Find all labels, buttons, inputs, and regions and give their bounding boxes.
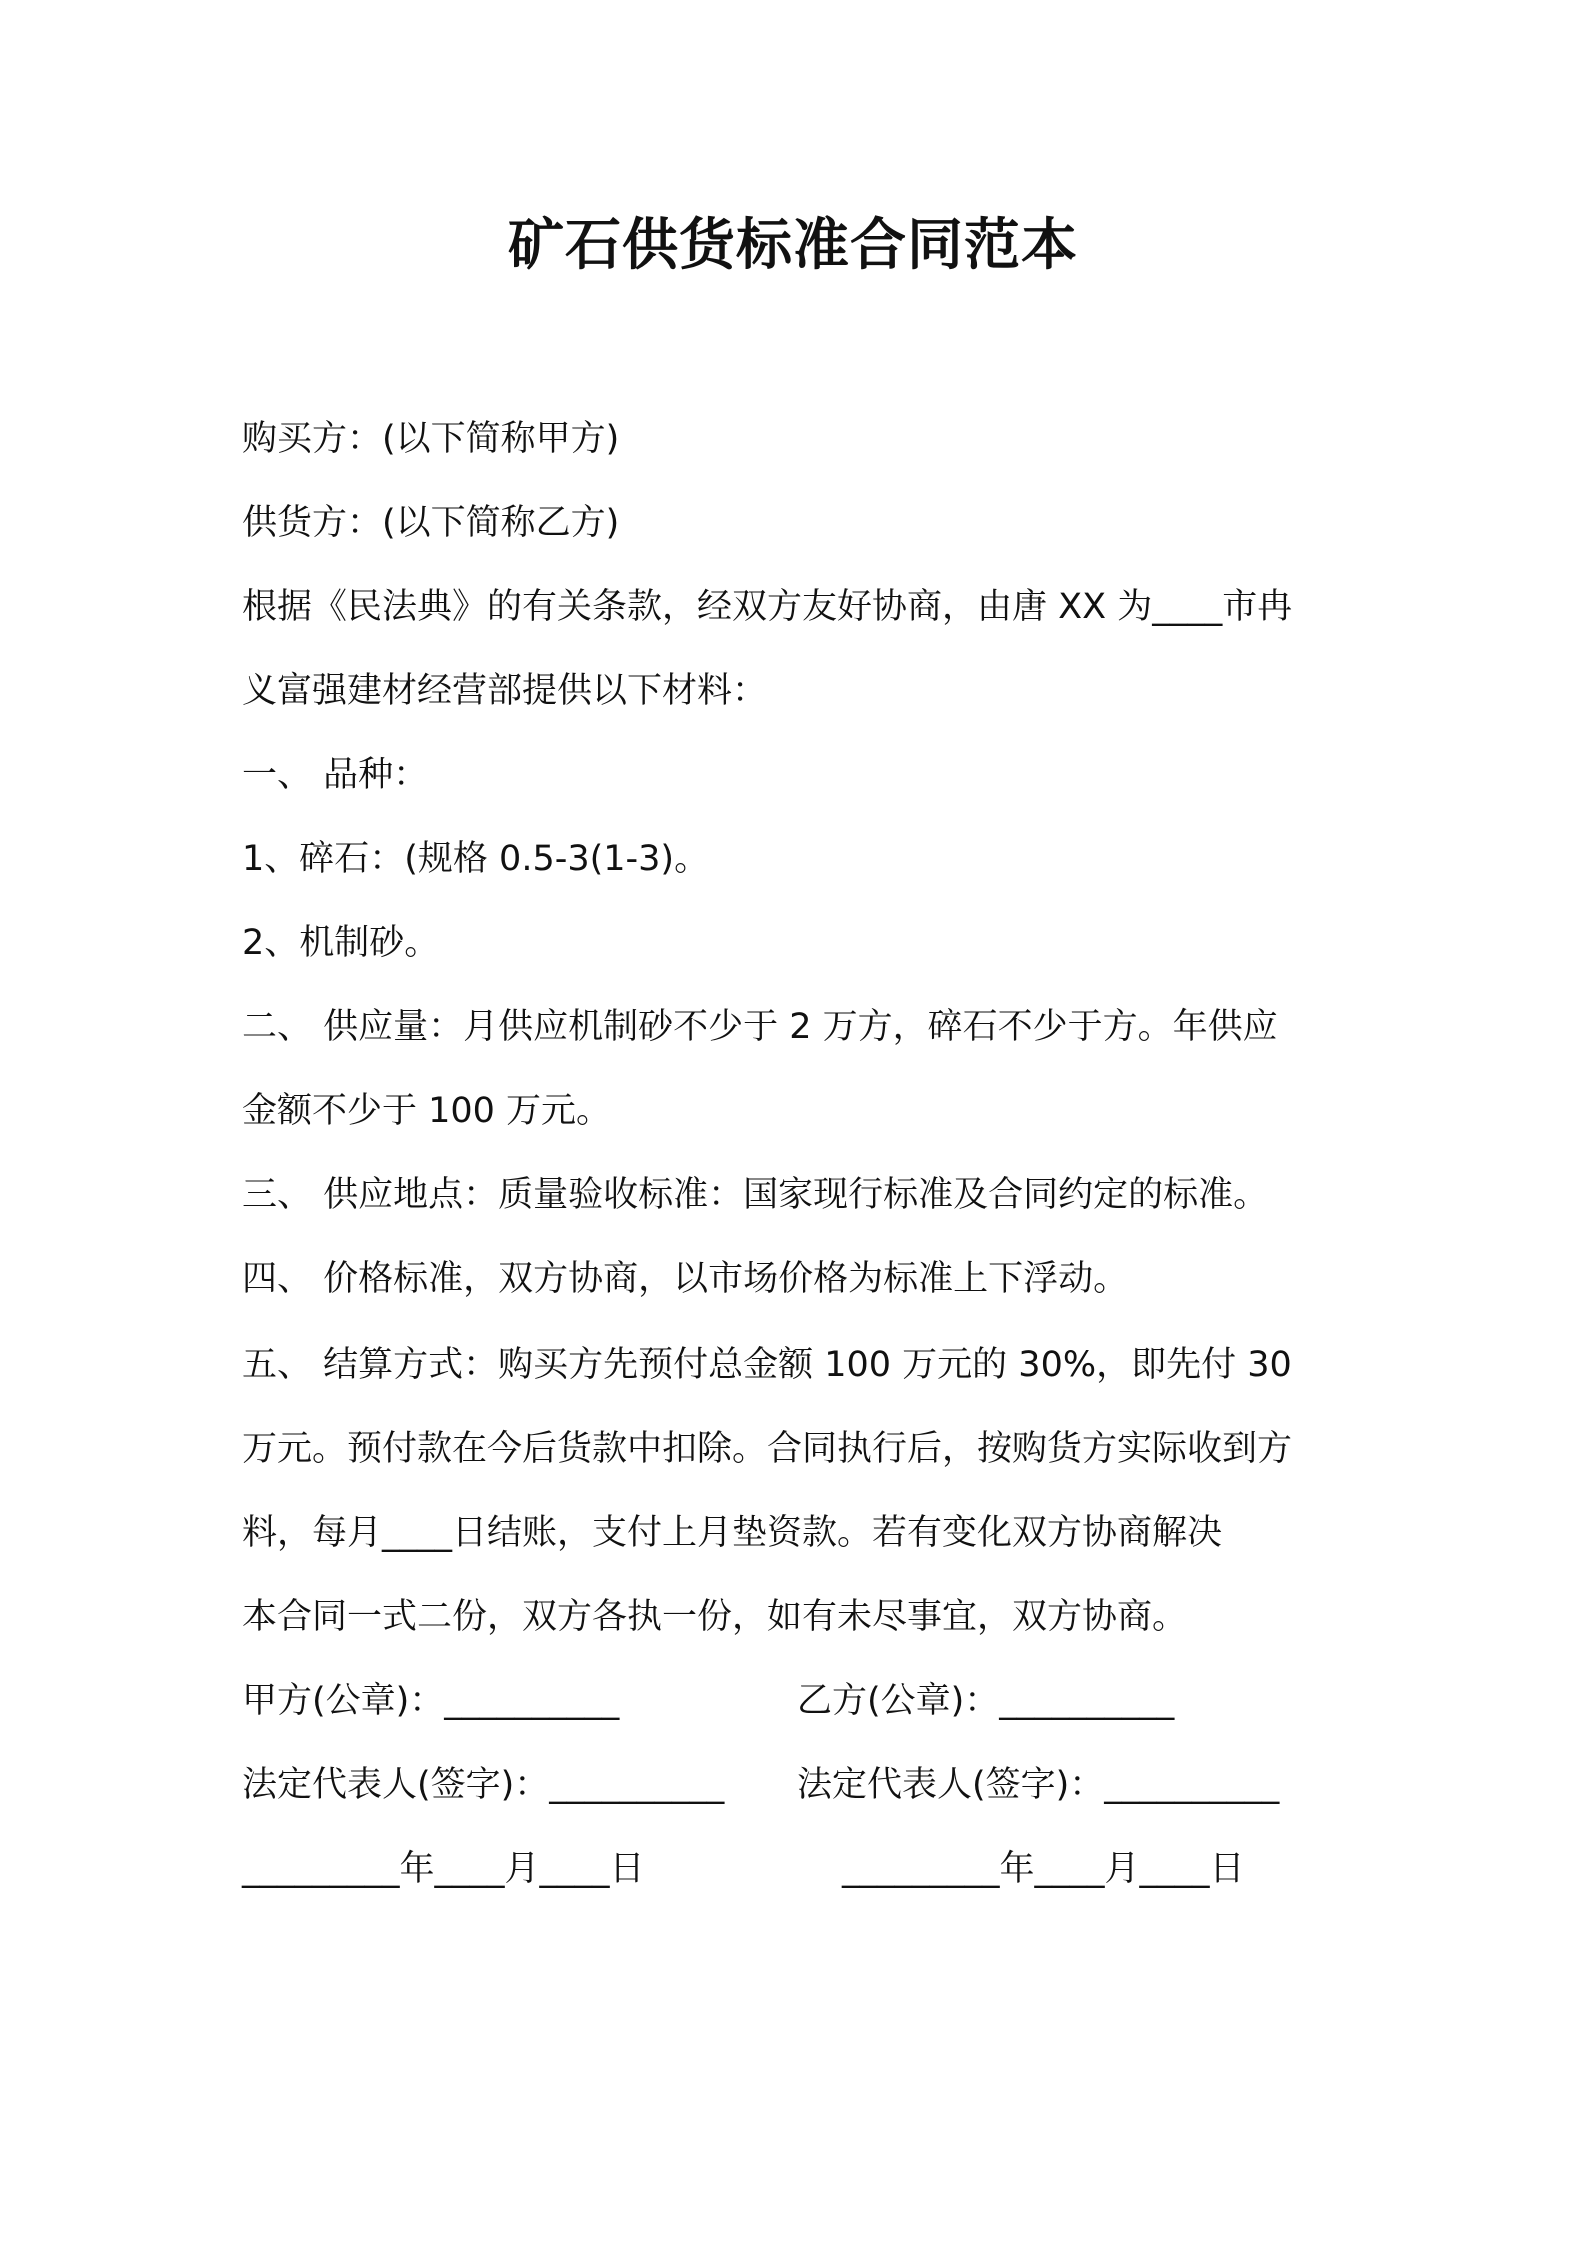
- copies-line: 本合同一式二份，双方各执一份，如有未尽事宜，双方协商。: [242, 1597, 1188, 1637]
- party-a-date: _________年____月____日: [242, 1849, 645, 1889]
- clause-5-line-2: 万元。预付款在今后货款中扣除。合同执行后，按购货方实际收到方: [242, 1429, 1293, 1469]
- clause-1-heading: 一、 品种：: [242, 755, 429, 795]
- clause-5-line-3: 料，每月____日结账，支付上月垫资款。若有变化双方协商解决: [242, 1513, 1223, 1553]
- supplier-line: 供货方：(以下简称乙方): [242, 503, 620, 543]
- party-b-representative: 法定代表人(签字)：__________: [797, 1765, 1280, 1805]
- clause-3-line: 三、 供应地点：质量验收标准：国家现行标准及合同约定的标准。: [242, 1175, 1269, 1215]
- party-b-seal: 乙方(公章)：__________: [797, 1681, 1175, 1721]
- clause-1-item-2: 2、机制砂。: [242, 923, 440, 963]
- clause-1-item-1: 1、碎石：(规格 0.5-3(1-3)。: [242, 839, 710, 879]
- clause-4-line: 四、 价格标准，双方协商，以市场价格为标准上下浮动。: [242, 1259, 1129, 1299]
- party-b-date: _________年____月____日: [842, 1849, 1245, 1889]
- buyer-line: 购买方：(以下简称甲方): [242, 419, 620, 459]
- document-title: 矿石供货标准合同范本: [508, 213, 1078, 278]
- party-a-representative: 法定代表人(签字)：__________: [242, 1765, 725, 1805]
- preamble-line-1: 根据《民法典》的有关条款，经双方友好协商，由唐 XX 为____市冉: [242, 587, 1293, 627]
- clause-5-line-1: 五、 结算方式：购买方先预付总金额 100 万元的 30%，即先付 30: [242, 1345, 1292, 1385]
- clause-2-line-2: 金额不少于 100 万元。: [242, 1091, 612, 1131]
- preamble-line-2: 义富强建材经营部提供以下材料：: [242, 671, 768, 711]
- clause-2-line-1: 二、 供应量：月供应机制砂不少于 2 万方，碎石不少于方。年供应: [242, 1007, 1278, 1047]
- party-a-seal: 甲方(公章)：__________: [242, 1681, 620, 1721]
